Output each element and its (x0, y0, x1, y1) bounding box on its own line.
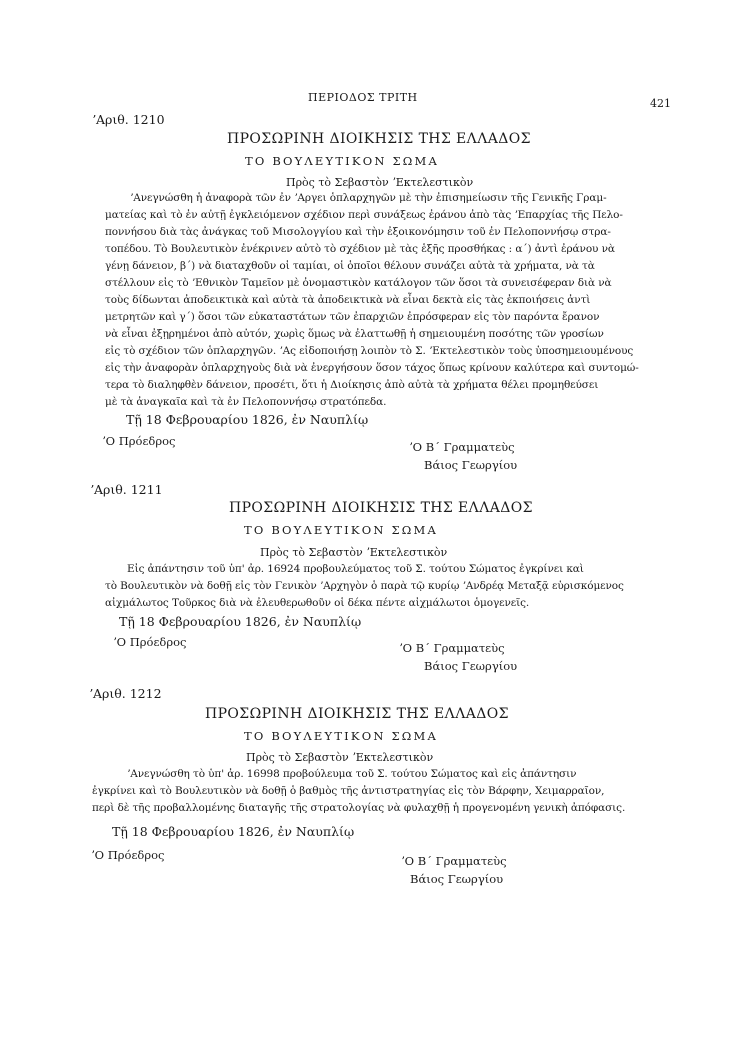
document-number: ʼΑριθ. 1212 (89, 686, 162, 701)
body-line: Εἰς ἀπάντησιν τοῦ ὑπ' ἀρ. 16924 προβουλεύματος τοῦ Σ. τούτου Σώματος ἐγκρίνει καὶ (127, 563, 584, 575)
secretary-name: Βάιος Γεωργίου (424, 458, 518, 472)
body-line: περὶ δὲ τῆς προβαλλομένης διαταγῆς τῆς στρατολογίας νὰ φυλαχθῇ ἡ προγενομένη γενικὴ ἀπόφασις. (92, 802, 626, 814)
address-line: Πρὸς τὸ Σεβαστὸν ʼΕκτελεστικὸν (286, 176, 474, 189)
body-line: εἰς τὸ σχέδιον τῶν ὁπλαρχηγῶν. ʼΑς εἰδοποιήσῃ λοιπὸν τὸ Σ. ʼΕκτελεστικὸν τοὺς ὑποσημειουμένους (105, 345, 634, 357)
president-signature: ʼΟ Πρόεδρος (113, 635, 187, 649)
secretary-title: ʼΟ Β΄ Γραμματεὺς (409, 440, 515, 454)
running-head: ΠΕΡΙΟΔΟΣ ΤΡΙΤΗ (308, 91, 418, 104)
body-line: τερα τὸ διαληφθὲν δάνειον, προσέτι, ὅτι ἡ Διοίκησις ἀπὸ αὐτὰ τὰ χρήματα θέλει προμηθεύσει (105, 379, 599, 391)
body-line: στέλλουν εἰς τὸ ʼΕθνικὸν Ταμεῖον μὲ ὀνομαστικὸν κατάλογον τῶν ὅσοι τὰ συνεισέφεραν διὰ νὰ (105, 277, 612, 289)
body-line: τοὺς δίδωνται ἀποδεικτικὰ καὶ αὐτὰ τὰ ἀποδεικτικὰ νὰ εἶναι δεκτὰ εἰς τὰς ἐκποιήσεις ἀντὶ (105, 294, 591, 306)
president-signature: ʼΟ Πρόεδρος (91, 848, 165, 862)
address-line: Πρὸς τὸ Σεβαστὸν ʼΕκτελεστικὸν (260, 546, 448, 559)
body-line: ματείας καὶ τὸ ἐν αὐτῇ ἐγκλειόμενον σχέδιον περὶ συνάξεως ἐράνου ἀπὸ τὰς ʼΕπαρχίας τῆς Πελο- (105, 209, 623, 221)
document-subheading: ΤΟ ΒΟΥΛΕΥΤΙΚΟΝ ΣΩΜΑ (245, 154, 440, 168)
document-heading: ΠΡΟΣΩΡΙΝΗ ΔΙΟΙΚΗΣΙΣ ΤΗΣ ΕΛΛΑΔΟΣ (229, 500, 533, 516)
body-line: νὰ εἶναι ἐξῃρημένοι ἀπὸ αὐτόν, χωρὶς ὅμως νὰ ἐλαττωθῇ ἡ σημειουμένη ποσότης τῶν γροσίων (105, 328, 604, 340)
body-line: ʼΑνεγνώσθη ἡ ἀναφορὰ τῶν ἐν ʼΑργει ὁπλαρχηγῶν μὲ τὴν ἐπισημείωσιν τῆς Γενικῆς Γραμ- (130, 192, 607, 204)
body-line: ʼΑνεγνώσθη τὸ ὑπ' ἀρ. 16998 προβούλευμα τοῦ Σ. τούτου Σώματος καὶ εἰς ἀπάντησιν (127, 768, 577, 780)
president-signature: ʼΟ Πρόεδρος (102, 434, 176, 448)
document-heading: ΠΡΟΣΩΡΙΝΗ ΔΙΟΙΚΗΣΙΣ ΤΗΣ ΕΛΛΑΔΟΣ (227, 131, 531, 147)
address-line: Πρὸς τὸ Σεβαστὸν ʼΕκτελεστικὸν (246, 751, 434, 764)
date-line: Τῇ 18 Φεβρουαρίου 1826, ἐν Ναυπλίῳ (112, 824, 355, 839)
date-line: Τῇ 18 Φεβρουαρίου 1826, ἐν Ναυπλίῳ (119, 614, 362, 629)
body-line: ἐγκρίνει καὶ τὸ Βουλευτικὸν νὰ δοθῇ ὁ βαθμὸς τῆς ἀντιστρατηγίας εἰς τὸν Βάρφην, Χειμαρραῖον, (92, 785, 605, 797)
body-line: ποννήσου διὰ τὰς ἀνάγκας τοῦ Μισολογγίου καὶ τὴν ἐξοικονόμησιν τοῦ ἐν Πελοποννήσῳ στρα- (105, 226, 611, 238)
secretary-title: ʼΟ Β΄ Γραμματεὺς (399, 641, 505, 655)
secretary-name: Βάιος Γεωργίου (410, 872, 504, 886)
document-number: ʼΑριθ. 1210 (92, 112, 165, 127)
body-line: μὲ τὰ ἀναγκαῖα καὶ τὰ ἐν Πελοποννήσῳ στρατόπεδα. (105, 396, 387, 408)
document-subheading: ΤΟ ΒΟΥΛΕΥΤΙΚΟΝ ΣΩΜΑ (244, 729, 439, 743)
body-line: αἰχμάλωτος Τοῦρκος διὰ νὰ ἐλευθερωθοῦν οἱ δέκα πέντε αἰχμάλωτοι ὁμογενεῖς. (105, 597, 530, 609)
document-number: ʼΑριθ. 1211 (90, 482, 163, 497)
secretary-name: Βάιος Γεωργίου (424, 659, 518, 673)
body-line: γένῃ δάνειον, β΄) νὰ διαταχθοῦν οἱ ταμίαι, οἱ ὁποῖοι θέλουν συνάζει αὐτὰ τὰ χρήματα, νὰ τὰ (105, 260, 595, 272)
document-heading: ΠΡΟΣΩΡΙΝΗ ΔΙΟΙΚΗΣΙΣ ΤΗΣ ΕΛΛΑΔΟΣ (205, 706, 509, 722)
body-line: μετρητῶν καὶ γ΄) ὅσοι τῶν εὐκαταστάτων τῶν ἐπαρχιῶν ἐπρόσφεραν εἰς τὸν παρόντα ἔρανον (105, 311, 600, 323)
body-line: τὸ Βουλευτικὸν νὰ δοθῇ εἰς τὸν Γενικὸν ʼΑρχηγὸν ὁ παρὰ τῷ κυρίῳ ʼΑνδρέᾳ Μεταξᾷ εὑρισκόμενος (105, 580, 624, 592)
page-number: 421 (650, 97, 671, 110)
date-line: Τῇ 18 Φεβρουαρίου 1826, ἐν Ναυπλίῳ (126, 412, 369, 427)
document-subheading: ΤΟ ΒΟΥΛΕΥΤΙΚΟΝ ΣΩΜΑ (244, 523, 439, 537)
secretary-title: ʼΟ Β΄ Γραμματεὺς (401, 854, 507, 868)
body-line: τοπέδου. Τὸ Βουλευτικὸν ἐνέκρινεν αὐτὸ τὸ σχέδιον μὲ τὰς ἑξῆς προσθήκας : α΄) ἀντὶ ἐράνου νὰ (105, 243, 615, 255)
body-line: εἰς τὴν ἀναφορὰν ὁπλαρχηγοὺς διὰ νὰ ἐνεργήσουν ὅσον τάχος ὅπως κρίνουν καλύτερα καὶ συντομώ- (105, 362, 639, 374)
